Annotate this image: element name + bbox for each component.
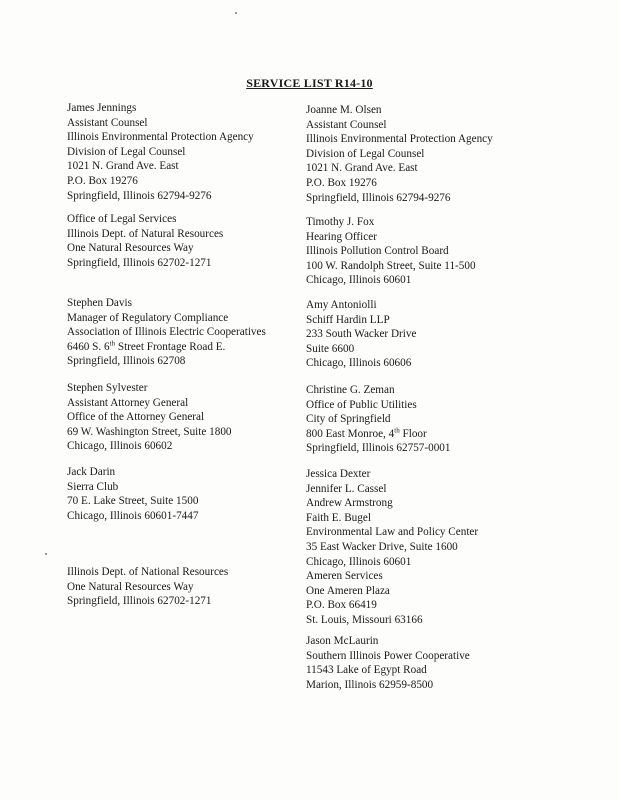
entry-line: One Natural Resources Way <box>67 242 194 255</box>
entry-line: Division of Legal Counsel <box>306 147 425 160</box>
entry-line: Illinois Dept. of Natural Resources <box>67 227 224 240</box>
entry-line: Manager of Regulatory Compliance <box>67 311 229 324</box>
entry-line: Joanne M. Olsen <box>306 104 382 116</box>
entry-line: Jennifer L. Cassel <box>306 482 387 495</box>
entry-line: 233 South Wacker Drive <box>306 328 417 341</box>
entry-line: Hearing Officer <box>306 230 377 243</box>
entry-line: Amy Antoniolli <box>306 299 377 311</box>
entry-line: Faith E. Bugel <box>306 511 371 524</box>
entry-line: Andrew Armstrong <box>306 497 393 510</box>
entry-line: Chicago, Illinois 60602 <box>67 440 173 453</box>
entry-line: Springfield, Illinois 62708 <box>67 355 186 368</box>
entry-line: Illinois Environmental Protection Agency <box>306 133 493 146</box>
entry-line: Timothy J. Fox <box>306 216 375 228</box>
entry-line: Stephen Sylvester <box>67 382 148 394</box>
entry-line: Chicago, Illinois 60601 <box>306 555 412 568</box>
entry-line: Chicago, Illinois 60601 <box>306 274 412 287</box>
ordinal-suffix: th <box>109 339 116 348</box>
entry-line: Sierra Club <box>67 480 119 493</box>
entry-line: 35 East Wacker Drive, Suite 1600 <box>306 540 458 553</box>
entry-line: Office of the Attorney General <box>67 411 205 424</box>
entry-line: Illinois Pollution Control Board <box>306 245 449 258</box>
entry-line: Assistant Counsel <box>306 118 387 131</box>
entry-line: 1021 N. Grand Ave. East <box>67 160 179 173</box>
entry-line: P.O. Box 19276 <box>306 176 377 189</box>
entry-line: Office of Legal Services <box>67 213 177 225</box>
entry-line: James Jennings <box>67 102 137 114</box>
address-part: Street Frontage Road E. <box>115 340 226 353</box>
entry-line: Illinois Environmental Protection Agency <box>67 131 254 144</box>
entry-line: Jessica Dexter <box>306 468 371 480</box>
entry-line: Schiff Hardin LLP <box>306 313 390 326</box>
entry-line: Assistant Attorney General <box>67 396 189 409</box>
entry-line: Springfield, Illinois 62757-0001 <box>306 442 451 455</box>
entry-line: Springfield, Illinois 62794-9276 <box>306 191 451 204</box>
entry-line: P.O. Box 66419 <box>306 599 377 612</box>
entry-line: Jason McLaurin <box>306 635 379 647</box>
entry-line: 100 W. Randolph Street, Suite 11-500 <box>306 259 476 272</box>
entry-line: Springfield, Illinois 62702-1271 <box>67 256 212 269</box>
service-entry <box>306 467 478 628</box>
entry-line: P.O. Box 19276 <box>67 174 138 187</box>
entry-line: Division of Legal Counsel <box>67 145 186 158</box>
entry-line: Office of Public Utilities <box>306 398 417 411</box>
service-entry <box>306 298 416 371</box>
entry-line: Jack Darin <box>67 466 116 478</box>
service-entry <box>306 215 476 288</box>
entry-line: Ameren Services <box>306 570 383 583</box>
entry-line: Springfield, Illinois 62702-1271 <box>67 595 212 608</box>
entry-line: 70 E. Lake Street, Suite 1500 <box>67 495 199 508</box>
service-entry <box>306 383 451 456</box>
entry-line: Chicago, Illinois 60601-7447 <box>67 509 199 522</box>
entry-line: St. Louis, Missouri 63166 <box>306 613 423 626</box>
entry-line: Springfield, Illinois 62794-9276 <box>67 189 212 202</box>
entry-line: Association of Illinois Electric Cooperatives <box>67 326 266 339</box>
address-part: Floor <box>399 427 427 440</box>
entry-line: Christine G. Zeman <box>306 384 395 396</box>
entry-line: Suite 6600 <box>306 342 355 355</box>
entry-line: Illinois Dept. of National Resources <box>67 566 229 578</box>
ordinal-suffix: th <box>394 426 400 435</box>
entry-line: One Natural Resources Way <box>67 580 194 593</box>
entry-line: One Ameren Plaza <box>306 584 390 597</box>
entry-line: 1021 N. Grand Ave. East <box>306 162 418 175</box>
entry-line <box>306 427 451 442</box>
entry-line: 69 W. Washington Street, Suite 1800 <box>67 425 232 438</box>
entry-line: 11543 Lake of Egypt Road <box>306 664 427 677</box>
entry-line: City of Springfield <box>306 413 391 426</box>
entry-line: Environmental Law and Policy Center <box>306 526 479 539</box>
address-part: 800 East Monroe, 4 <box>306 427 395 440</box>
entry-line: Southern Illinois Power Cooperative <box>306 649 470 662</box>
entry-line: Chicago, Illinois 60606 <box>306 357 412 370</box>
entry-line: Marion, Illinois 62959-8500 <box>306 678 434 691</box>
service-entry <box>306 634 470 692</box>
service-entry <box>306 103 493 205</box>
entry-line: Assistant Counsel <box>67 116 148 129</box>
page-title: SERVICE LIST R14-10 <box>246 76 373 90</box>
address-part: 6460 S. 6 <box>67 340 110 353</box>
entry-line: Stephen Davis <box>67 297 132 309</box>
